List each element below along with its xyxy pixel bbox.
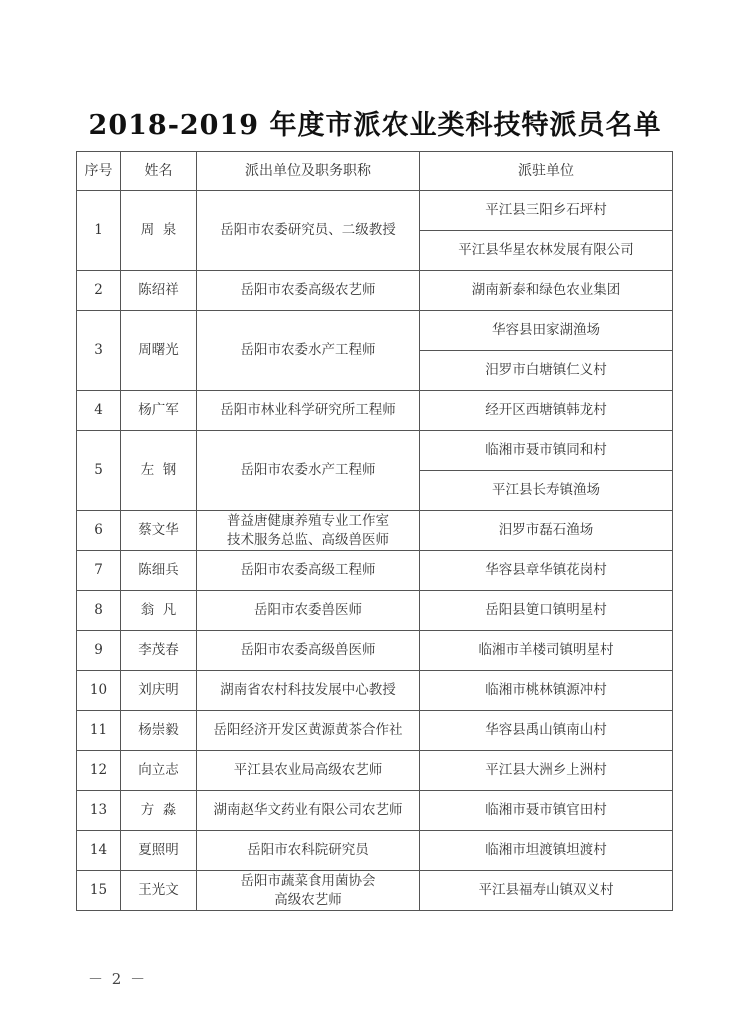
cell-no: 1	[77, 191, 121, 271]
cell-post: 临湘市羊楼司镇明星村	[420, 631, 673, 671]
origin-line: 岳阳经济开发区黄源黄茶合作社	[213, 722, 403, 738]
cell-no: 7	[77, 551, 121, 591]
cell-no: 9	[77, 631, 121, 671]
cell-name: 向立志	[121, 751, 197, 791]
table-row	[77, 311, 673, 351]
origin-line: 高级农艺师	[274, 891, 342, 908]
table-row	[77, 511, 673, 551]
cell-origin	[197, 311, 420, 391]
origin-line: 岳阳市农委水产工程师	[240, 342, 376, 358]
origin-line: 岳阳市农委研究员、二级教授	[220, 222, 396, 238]
table-row	[77, 871, 673, 911]
origin-line: 岳阳市农委高级农艺师	[240, 282, 376, 298]
header-post: 派驻单位	[420, 152, 673, 191]
cell-name: 王光文	[121, 871, 197, 911]
cell-name: 翁 凡	[121, 591, 197, 631]
cell-no: 4	[77, 391, 121, 431]
cell-origin	[197, 431, 420, 511]
cell-origin	[197, 591, 420, 631]
table-row	[77, 431, 673, 471]
table-row	[77, 591, 673, 631]
cell-origin	[197, 751, 420, 791]
cell-name: 周曙光	[121, 311, 197, 391]
cell-post: 临湘市聂市镇同和村	[420, 431, 673, 471]
cell-origin	[197, 831, 420, 871]
cell-name: 刘庆明	[121, 671, 197, 711]
origin-line: 湖南赵华文药业有限公司农艺师	[213, 802, 403, 818]
cell-origin	[197, 871, 420, 911]
origin-line: 岳阳市蔬菜食用菌协会	[240, 872, 376, 889]
cell-origin	[197, 391, 420, 431]
table-row	[77, 831, 673, 871]
cell-post: 华容县田家湖渔场	[420, 311, 673, 351]
cell-no: 15	[77, 871, 121, 911]
cell-post: 湖南新泰和绿色农业集团	[420, 271, 673, 311]
table-row	[77, 671, 673, 711]
table-row	[77, 191, 673, 231]
cell-post: 经开区西塘镇韩龙村	[420, 391, 673, 431]
table-row	[77, 751, 673, 791]
cell-name: 夏照明	[121, 831, 197, 871]
cell-name: 蔡文华	[121, 511, 197, 551]
origin-line: 平江县农业局高级农艺师	[233, 762, 383, 778]
table-row	[77, 391, 673, 431]
cell-post: 华容县章华镇花岗村	[420, 551, 673, 591]
table-body	[77, 191, 673, 911]
cell-no: 11	[77, 711, 121, 751]
cell-origin	[197, 671, 420, 711]
cell-no: 3	[77, 311, 121, 391]
cell-name: 左 钢	[121, 431, 197, 511]
origin-line: 岳阳市林业科学研究所工程师	[220, 402, 396, 418]
cell-name: 李茂春	[121, 631, 197, 671]
origin-line: 普益唐健康养殖专业工作室	[227, 512, 389, 529]
cell-post: 临湘市聂市镇官田村	[420, 791, 673, 831]
table-row	[77, 551, 673, 591]
header-no: 序号	[77, 152, 121, 191]
cell-no: 5	[77, 431, 121, 511]
cell-origin	[197, 191, 420, 271]
cell-post: 平江县三阳乡石坪村	[420, 191, 673, 231]
origin-line: 岳阳市农委兽医师	[254, 602, 362, 618]
table-row	[77, 711, 673, 751]
roster-table	[76, 151, 673, 911]
origin-line: 湖南省农村科技发展中心教授	[220, 682, 396, 698]
cell-post: 岳阳县筻口镇明星村	[420, 591, 673, 631]
cell-origin	[197, 791, 420, 831]
origin-line: 岳阳市农委高级兽医师	[240, 642, 376, 658]
cell-post: 平江县华星农林发展有限公司	[420, 231, 673, 271]
cell-name: 方 淼	[121, 791, 197, 831]
cell-no: 12	[77, 751, 121, 791]
table-header-row	[77, 152, 673, 191]
cell-post: 汨罗市白塘镇仁义村	[420, 351, 673, 391]
table-row	[77, 271, 673, 311]
cell-name: 周 泉	[121, 191, 197, 271]
cell-post: 平江县福寿山镇双义村	[420, 871, 673, 911]
cell-no: 2	[77, 271, 121, 311]
cell-post: 华容县禹山镇南山村	[420, 711, 673, 751]
cell-no: 6	[77, 511, 121, 551]
cell-post: 平江县长寿镇渔场	[420, 471, 673, 511]
page-number: － 2 －	[88, 970, 148, 988]
cell-post: 临湘市坦渡镇坦渡村	[420, 831, 673, 871]
cell-no: 10	[77, 671, 121, 711]
origin-line: 岳阳市农科院研究员	[247, 842, 369, 858]
cell-origin	[197, 631, 420, 671]
cell-name: 杨崇毅	[121, 711, 197, 751]
cell-origin	[197, 711, 420, 751]
cell-no: 13	[77, 791, 121, 831]
cell-no: 14	[77, 831, 121, 871]
cell-post: 临湘市桃林镇源冲村	[420, 671, 673, 711]
cell-name: 杨广军	[121, 391, 197, 431]
cell-post: 平江县大洲乡上洲村	[420, 751, 673, 791]
cell-origin	[197, 271, 420, 311]
cell-post: 汨罗市磊石渔场	[420, 511, 673, 551]
origin-line: 技术服务总监、高级兽医师	[227, 531, 389, 548]
cell-origin	[197, 511, 420, 551]
table-row	[77, 631, 673, 671]
header-origin: 派出单位及职务职称	[197, 152, 420, 191]
origin-line: 岳阳市农委水产工程师	[240, 462, 376, 478]
header-name: 姓名	[121, 152, 197, 191]
cell-name: 陈细兵	[121, 551, 197, 591]
cell-name: 陈绍祥	[121, 271, 197, 311]
origin-line: 岳阳市农委高级工程师	[240, 562, 376, 578]
page-title: 2018-2019 年度市派农业类科技特派员名单	[88, 110, 662, 141]
cell-origin	[197, 551, 420, 591]
table-row	[77, 791, 673, 831]
cell-no: 8	[77, 591, 121, 631]
